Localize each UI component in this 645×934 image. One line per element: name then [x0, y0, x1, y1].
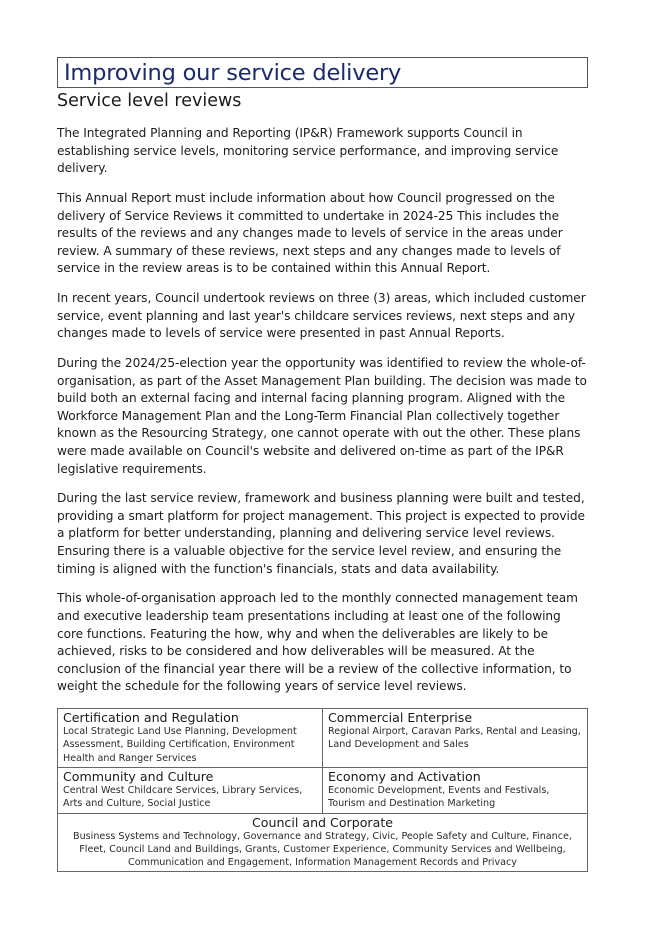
paragraph-recent-years: In recent years, Council undertook reviews on three (3) areas, which included customer service, event planning and last year's childcare services reviews, next steps and any changes made to levels of service were presented in past Annual Reports. [57, 291, 586, 341]
paragraph-annual-report: This Annual Report must include information about how Council progressed on the delivery of Service Reviews it committed to undertake in 2024-25 This includes the results of the reviews and any changes made to levels of service in the areas under review. A summary of these reviews, next steps and any changes made to levels of service in the review areas is to be contained within this Annual Report. [57, 190, 563, 276]
table-row [58, 767, 588, 813]
table-cell-economy [323, 767, 588, 813]
cell-items: Regional Airport, Caravan Parks, Rental and Leasing, Land Development and Sales [328, 726, 581, 751]
table-row [58, 813, 588, 872]
cell-heading: Community and Culture [63, 768, 214, 784]
paragraph-ipr-framework: The Integrated Planning and Reporting (IP&R) Framework supports Council in establishing service levels, monitoring service performance, and improving service delivery. [57, 126, 559, 176]
table-cell-council [58, 813, 588, 872]
page-title: Improving our service delivery [64, 59, 402, 86]
paragraph-last-review: During the last service review, framework and business planning were built and tested, providing a smart platform for project management. This project is expected to provide a platform for better understanding, planning and delivering service level reviews. Ensuring there is a valuable objective for the service level review, and ensuring the timing is aligned with the function's financials, stats and data availability. [57, 491, 585, 576]
page-title-box [57, 57, 588, 88]
paragraph-whole-of-organisation: This whole-of-organisation approach led to the monthly connected management team and executive leadership team presentations including at least one of the following core functions. Featuring the how, why and when the deliverables are likely to be achieved, risks to be considered and how deliverables will be measured. At the conclusion of the financial year there will be a review of the collective information, to weight the schedule for the following years of service level reviews. [57, 591, 578, 694]
cell-items: Economic Development, Events and Festivals, Tourism and Destination Marketing [328, 784, 550, 810]
document-page [57, 57, 588, 872]
table-cell-community [58, 767, 323, 813]
table-row [58, 709, 588, 768]
cell-heading: Council and Corporate [251, 814, 394, 830]
core-functions-table [57, 708, 588, 872]
table-cell-commercial [323, 709, 588, 768]
cell-items: Local Strategic Land Use Planning, Development Assessment, Building Certification, Environment Health and Ranger Services [63, 726, 297, 764]
paragraph-election-year: During the 2024/25-election year the opportunity was identified to review the whole-of-organisation, as part of the Asset Management Plan building. The decision was made to build both an external facing and internal facing planning program. Aligned with the Workforce Management Plan and the Long-Term Financial Plan collectively together known as the Resourcing Strategy, one cannot operate with out the other. These plans were made available on Council's website and delivered on-time as part of the IP&R legislative requirements. [57, 355, 587, 476]
cell-heading: Economy and Activation [328, 768, 481, 784]
cell-items: Business Systems and Technology, Governance and Strategy, Civic, People Safety and Culture, Finance, Fleet, Council Land and Buildings, Grants, Customer Experience, Community Services and Wellbeing, Communication and Engagement, Information Management Records and Privacy [73, 830, 572, 869]
cell-heading: Certification and Regulation [63, 710, 239, 726]
cell-heading: Commercial Enterprise [328, 710, 473, 726]
table-cell-certification [58, 709, 323, 768]
section-subtitle: Service level reviews [57, 91, 242, 111]
cell-items: Central West Childcare Services, Library Services, Arts and Culture, Social Justice [63, 784, 303, 810]
